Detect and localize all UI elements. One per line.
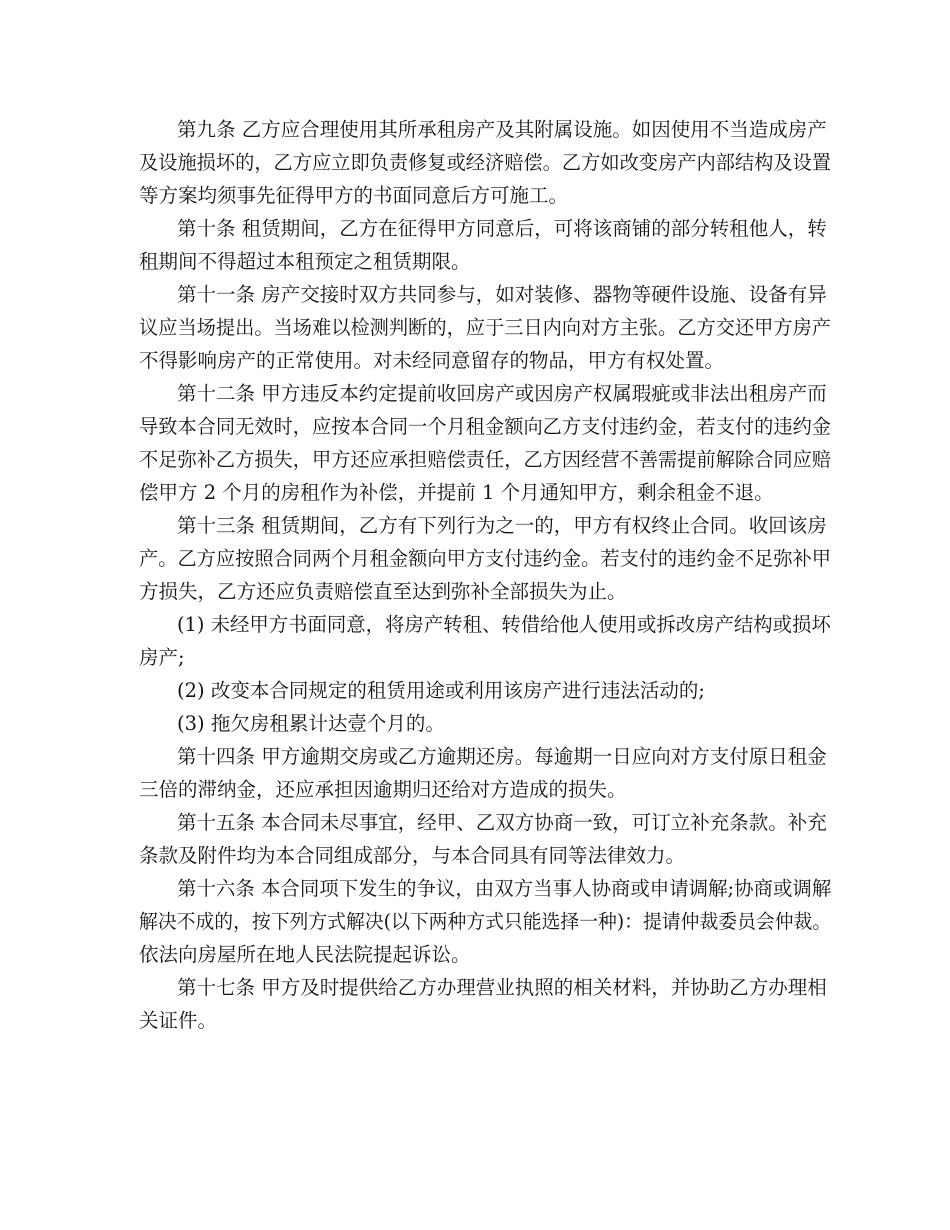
- text-line: 偿甲方 2 个月的房租作为补偿，并提前 1 个月通知甲方，剩余租金不退。: [139, 481, 774, 504]
- text-line: 导致本合同无效时，应按本合同一个月租金额向乙方支付违约金，若支付的违约金: [139, 415, 832, 438]
- text-line: 第十七条 甲方及时提供给乙方办理营业执照的相关材料，并协助乙方办理相: [177, 976, 827, 999]
- text-line: 议应当场提出。当场难以检测判断的，应于三日内向对方主张。乙方交还甲方房产: [139, 316, 832, 339]
- text-line: 产。乙方应按照合同两个月租金额向甲方支付违约金。若支付的违约金不足弥补甲: [139, 547, 832, 570]
- text-line: 三倍的滞纳金，还应承担因逾期归还给对方造成的损失。: [139, 778, 627, 801]
- text-line: 等方案均须事先征得甲方的书面同意后方可施工。: [139, 184, 569, 207]
- text-line: 解决不成的，按下列方式解决(以下两种方式只能选择一种)：提请仲裁委员会仲裁。: [139, 910, 832, 933]
- text-line: (1) 未经甲方书面同意，将房产转租、转借给他人使用或拆改房产结构或损坏: [177, 613, 831, 636]
- text-line: 第十条 租赁期间，乙方在征得甲方同意后，可将该商铺的部分转租他人，转: [177, 217, 827, 240]
- text-line: (2) 改变本合同规定的租赁用途或利用该房产进行违法活动的;: [177, 679, 705, 702]
- text-line: 关证件。: [139, 1009, 218, 1032]
- text-line: 第十三条 租赁期间，乙方有下列行为之一的，甲方有权终止合同。收回该房: [177, 514, 827, 537]
- text-line: (3) 拖欠房租累计达壹个月的。: [177, 712, 445, 735]
- text-line: 条款及附件均为本合同组成部分，与本合同具有同等法律效力。: [139, 844, 686, 867]
- text-line: 及设施损坏的，乙方应立即负责修复或经济赔偿。乙方如改变房产内部结构及设置: [139, 151, 832, 174]
- text-line: 不得影响房产的正常使用。对未经同意留存的物品，甲方有权处置。: [139, 349, 725, 372]
- text-line: 不足弥补乙方损失，甲方还应承担赔偿责任，乙方因经营不善需提前解除合同应赔: [139, 448, 832, 471]
- text-line: 第九条 乙方应合理使用其所承租房产及其附属设施。如因使用不当造成房产: [177, 118, 827, 141]
- text-line: 第十六条 本合同项下发生的争议，由双方当事人协商或申请调解;协商或调解: [177, 877, 832, 900]
- text-line: 租期间不得超过本租预定之租赁期限。: [139, 250, 471, 273]
- text-line: 第十四条 甲方逾期交房或乙方逾期还房。每逾期一日应向对方支付原日租金: [177, 745, 827, 768]
- text-line: 第十二条 甲方违反本约定提前收回房产或因房产权属瑕疵或非法出租房产而: [177, 382, 827, 405]
- text-line: 依法向房屋所在地人民法院提起诉讼。: [139, 943, 471, 966]
- text-line: 第十一条 房产交接时双方共同参与，如对装修、器物等硬件设施、设备有异: [177, 283, 827, 306]
- text-line: 方损失，乙方还应负责赔偿直至达到弥补全部损失为止。: [139, 580, 627, 603]
- text-line: 第十五条 本合同未尽事宜，经甲、乙双方协商一致，可订立补充条款。补充: [177, 811, 827, 834]
- text-line: 房产;: [139, 646, 185, 669]
